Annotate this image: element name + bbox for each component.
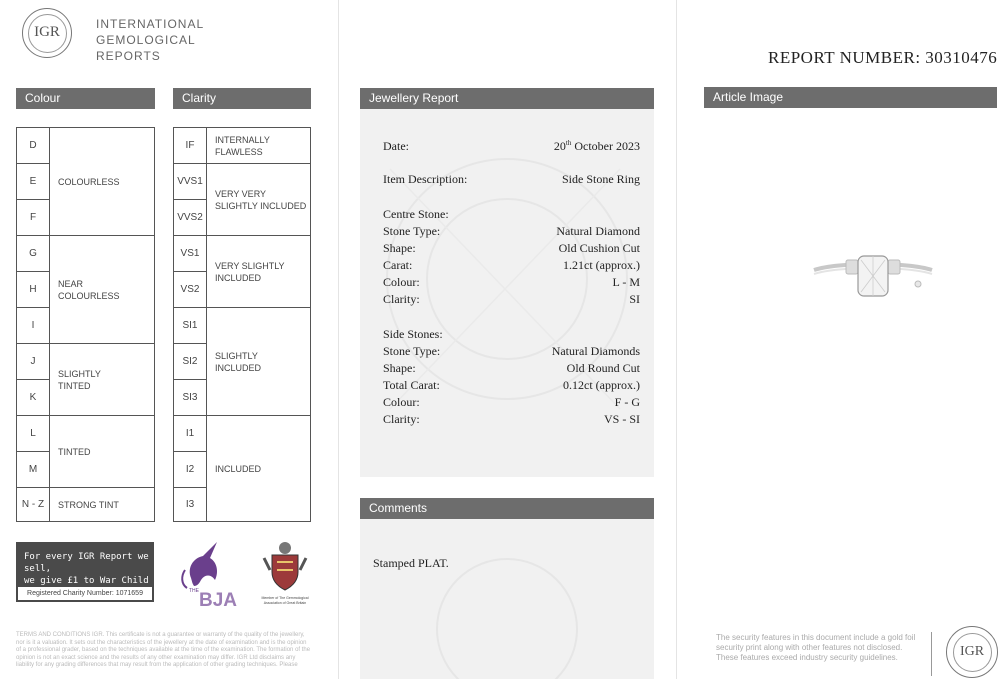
gem-a-crest <box>255 540 315 612</box>
ring-image <box>808 252 938 312</box>
side-label: Clarity: <box>383 412 420 426</box>
panel-separator-left <box>338 0 339 679</box>
clarity-group-included: INCLUDED <box>207 416 311 522</box>
gem-a-caption: Member of The Gemmological Association of Great Britain <box>261 596 309 605</box>
colour-code: L <box>17 416 50 452</box>
clarity-code: SI1 <box>174 308 207 344</box>
centre-value: Natural Diamond <box>556 224 640 238</box>
colour-scale-table <box>16 127 155 522</box>
clarity-group-vs: VERY SLIGHTLY INCLUDED <box>207 236 311 308</box>
clarity-group-si: SLIGHTLY INCLUDED <box>207 308 311 416</box>
logo-line-3: REPORTS <box>96 49 161 63</box>
centre-label: Stone Type: <box>383 224 441 238</box>
date-value <box>554 139 640 154</box>
charity-box <box>16 542 154 602</box>
logo-line-1: INTERNATIONAL <box>96 17 205 31</box>
report-row-date <box>383 139 640 156</box>
side-heading-text: Side Stones: <box>383 327 443 341</box>
comments-header: Comments <box>360 498 654 519</box>
charity-registration: Registered Charity Number: 1071659 <box>18 587 152 600</box>
clarity-group-vvs: VERY VERY SLIGHTLY INCLUDED <box>207 164 311 236</box>
bja-the: THE <box>189 588 199 594</box>
centre-row <box>383 275 640 292</box>
colour-code: G <box>17 236 50 272</box>
date-month-year: October 2023 <box>574 139 640 153</box>
side-value: 0.12ct (approx.) <box>563 378 640 392</box>
centre-stone-heading <box>383 207 640 224</box>
igr-seal-mark: IGR <box>959 644 985 659</box>
side-row <box>383 395 640 412</box>
colour-code: D <box>17 128 50 164</box>
comments-text: Stamped PLAT. <box>373 556 449 570</box>
clarity-code: VS2 <box>174 272 207 308</box>
igr-logo <box>22 8 72 58</box>
clarity-code: VVS2 <box>174 200 207 236</box>
side-row <box>383 378 640 395</box>
charity-message: For every IGR Report we sell, we give £1 to War Child <box>24 552 149 586</box>
comments-watermark <box>360 519 654 679</box>
colour-group-strong-tint: STRONG TINT <box>50 488 155 522</box>
centre-row <box>383 258 640 275</box>
centre-heading-text: Centre Stone: <box>383 207 449 221</box>
clarity-code: SI3 <box>174 380 207 416</box>
clarity-group-if: INTERNALLY FLAWLESS <box>207 128 311 164</box>
centre-label: Shape: <box>383 241 416 255</box>
jewellery-report-header: Jewellery Report <box>360 88 654 109</box>
centre-value: SI <box>629 292 640 306</box>
side-stones-heading <box>383 327 640 344</box>
panel-separator-right <box>676 0 677 679</box>
crest-icon <box>255 540 315 592</box>
clarity-code: VVS1 <box>174 164 207 200</box>
report-number: REPORT NUMBER: 30310476 <box>768 48 998 67</box>
item-label: Item Description: <box>383 172 468 186</box>
side-label: Colour: <box>383 395 420 409</box>
comments-background <box>360 519 654 679</box>
centre-label: Clarity: <box>383 292 420 306</box>
date-label: Date: <box>383 139 409 153</box>
side-label: Shape: <box>383 361 416 375</box>
clarity-code: SI2 <box>174 344 207 380</box>
item-value: Side Stone Ring <box>561 172 640 186</box>
centre-value: L - M <box>612 275 640 289</box>
centre-value: 1.21ct (approx.) <box>563 258 640 272</box>
date-suffix: th <box>565 139 572 147</box>
centre-label: Carat: <box>383 258 413 272</box>
security-note: The security features in this document include a gold foil security print along with other features not disclosed. These features exceed industry security guidelines. <box>716 633 916 662</box>
colour-header: Colour <box>16 88 155 109</box>
colour-code: I <box>17 308 50 344</box>
colour-code: F <box>17 200 50 236</box>
colour-code: N - Z <box>17 488 50 522</box>
colour-code: J <box>17 344 50 380</box>
side-value: F - G <box>614 395 640 409</box>
centre-row <box>383 241 640 258</box>
side-value: VS - SI <box>603 412 640 426</box>
igr-logo-mark: IGR <box>34 24 60 40</box>
colour-code: E <box>17 164 50 200</box>
clarity-code: I3 <box>174 488 207 522</box>
side-row <box>383 344 640 361</box>
logo-wordmark <box>96 16 204 64</box>
clarity-code: I2 <box>174 452 207 488</box>
side-label: Total Carat: <box>383 378 440 392</box>
security-divider <box>931 632 932 676</box>
clarity-scale-table <box>173 127 311 522</box>
centre-row <box>383 292 640 309</box>
date-day: 20 <box>553 139 566 153</box>
igr-seal <box>946 626 998 678</box>
colour-group-colourless: COLOURLESS <box>50 128 155 236</box>
terms-and-conditions: TERMS AND CONDITIONS IGR. This certificate is not a guarantee or warranty of the quality of the jewellery, nor is it a valuation. It sets out the characteristics of the jewellery at the date of examination and is the opinion of a professional grader, based on the techniques available at the time of the examination. The formation of the opinion is not an exact science and the results of any other examination may differ. IGR Ltd disclaims any liability for any grading differences that may result from the application of other grading techniques. Please <box>16 632 311 668</box>
side-label: Stone Type: <box>383 344 441 358</box>
bja-logo <box>177 540 239 612</box>
centre-value: Old Cushion Cut <box>558 241 640 255</box>
side-row <box>383 361 640 378</box>
colour-code: K <box>17 380 50 416</box>
centre-row <box>383 224 640 241</box>
clarity-code: VS1 <box>174 236 207 272</box>
side-row <box>383 412 640 429</box>
logo-line-2: GEMOLOGICAL <box>96 33 196 47</box>
clarity-code: I1 <box>174 416 207 452</box>
colour-code: M <box>17 452 50 488</box>
report-row-item <box>383 172 640 189</box>
clarity-header: Clarity <box>173 88 311 109</box>
centre-label: Colour: <box>383 275 420 289</box>
colour-code: H <box>17 272 50 308</box>
side-value: Old Round Cut <box>566 361 640 375</box>
article-image-header: Article Image <box>704 87 997 108</box>
side-value: Natural Diamonds <box>551 344 640 358</box>
clarity-code: IF <box>174 128 207 164</box>
colour-group-slightly-tinted: SLIGHTLY TINTED <box>50 344 155 416</box>
colour-group-tinted: TINTED <box>50 416 155 488</box>
colour-group-near-colourless: NEAR COLOURLESS <box>50 236 155 344</box>
bja-wordmark: BJA <box>199 590 238 611</box>
ring-icon <box>808 252 938 312</box>
